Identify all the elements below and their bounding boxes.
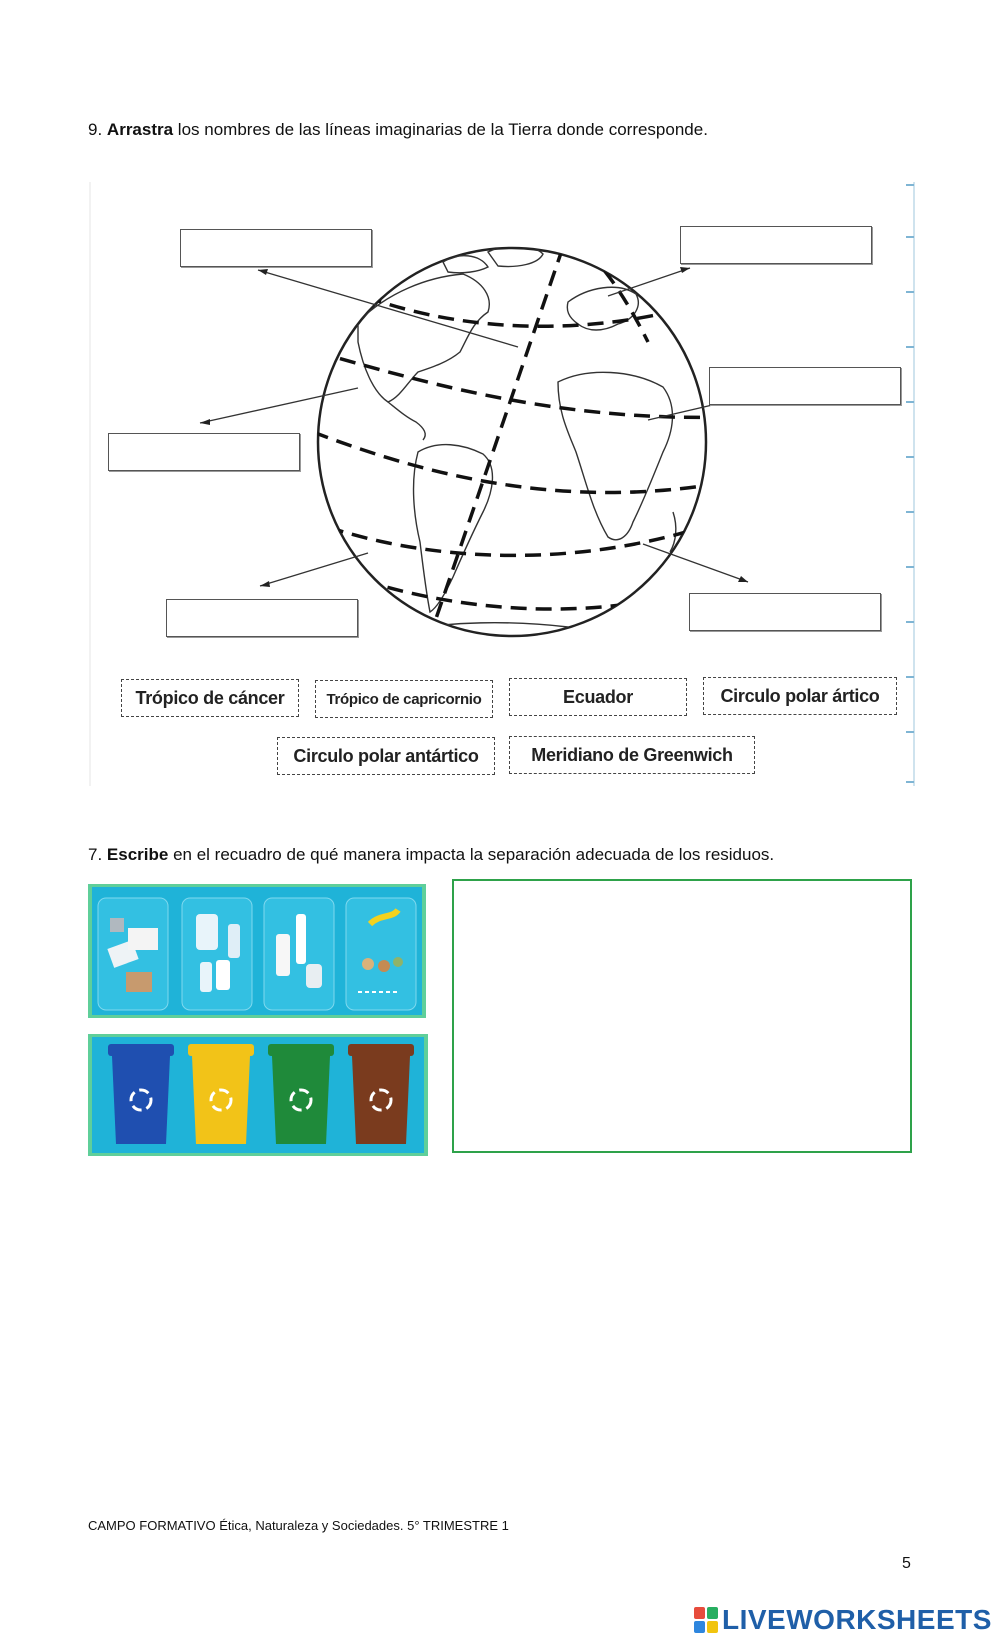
answer-text-box[interactable] [452, 879, 912, 1153]
question-verb: Escribe [106, 845, 169, 864]
drop-target-top-left[interactable] [180, 229, 372, 267]
drop-target-middle-right[interactable] [709, 367, 901, 405]
chip-meridiano-greenwich[interactable]: Meridiano de Greenwich [509, 736, 755, 774]
question-verb: Arrastra [106, 120, 174, 139]
brand-name: LIVEWORKSHEETS [722, 1604, 992, 1635]
waste-types-image [88, 884, 426, 1018]
drop-target-bottom-left[interactable] [166, 599, 358, 637]
drop-target-bottom-right[interactable] [689, 593, 881, 631]
question-number: 7. [88, 845, 103, 864]
recycling-bins-image [88, 1034, 428, 1156]
question-text: los nombres de las líneas imaginarias de la Tierra donde corresponde. [173, 120, 708, 139]
chip-ecuador[interactable]: Ecuador [509, 678, 687, 716]
liveworksheets-brand [694, 1604, 992, 1636]
liveworksheets-logo-icon [694, 1607, 718, 1633]
question-9-prompt [88, 119, 708, 141]
globe-figure [88, 182, 916, 786]
chip-tropico-capricornio[interactable]: Trópico de capricornio [315, 680, 493, 718]
drop-target-middle-left[interactable] [108, 433, 300, 471]
question-7-prompt [88, 844, 774, 866]
question-number: 9. [88, 120, 103, 139]
answer-textarea[interactable] [454, 881, 910, 1151]
page-number: 5 [902, 1555, 911, 1572]
chip-tropico-cancer[interactable]: Trópico de cáncer [121, 679, 299, 717]
drop-target-top-right[interactable] [680, 226, 872, 264]
footer-text: CAMPO FORMATIVO Ética, Naturaleza y Sociedades. 5° TRIMESTRE 1 [88, 1518, 509, 1533]
chip-circulo-polar-antartico[interactable]: Circulo polar antártico [277, 737, 495, 775]
question-text: en el recuadro de qué manera impacta la separación adecuada de los residuos. [168, 845, 775, 864]
chip-circulo-polar-artico[interactable]: Circulo polar ártico [703, 677, 897, 715]
